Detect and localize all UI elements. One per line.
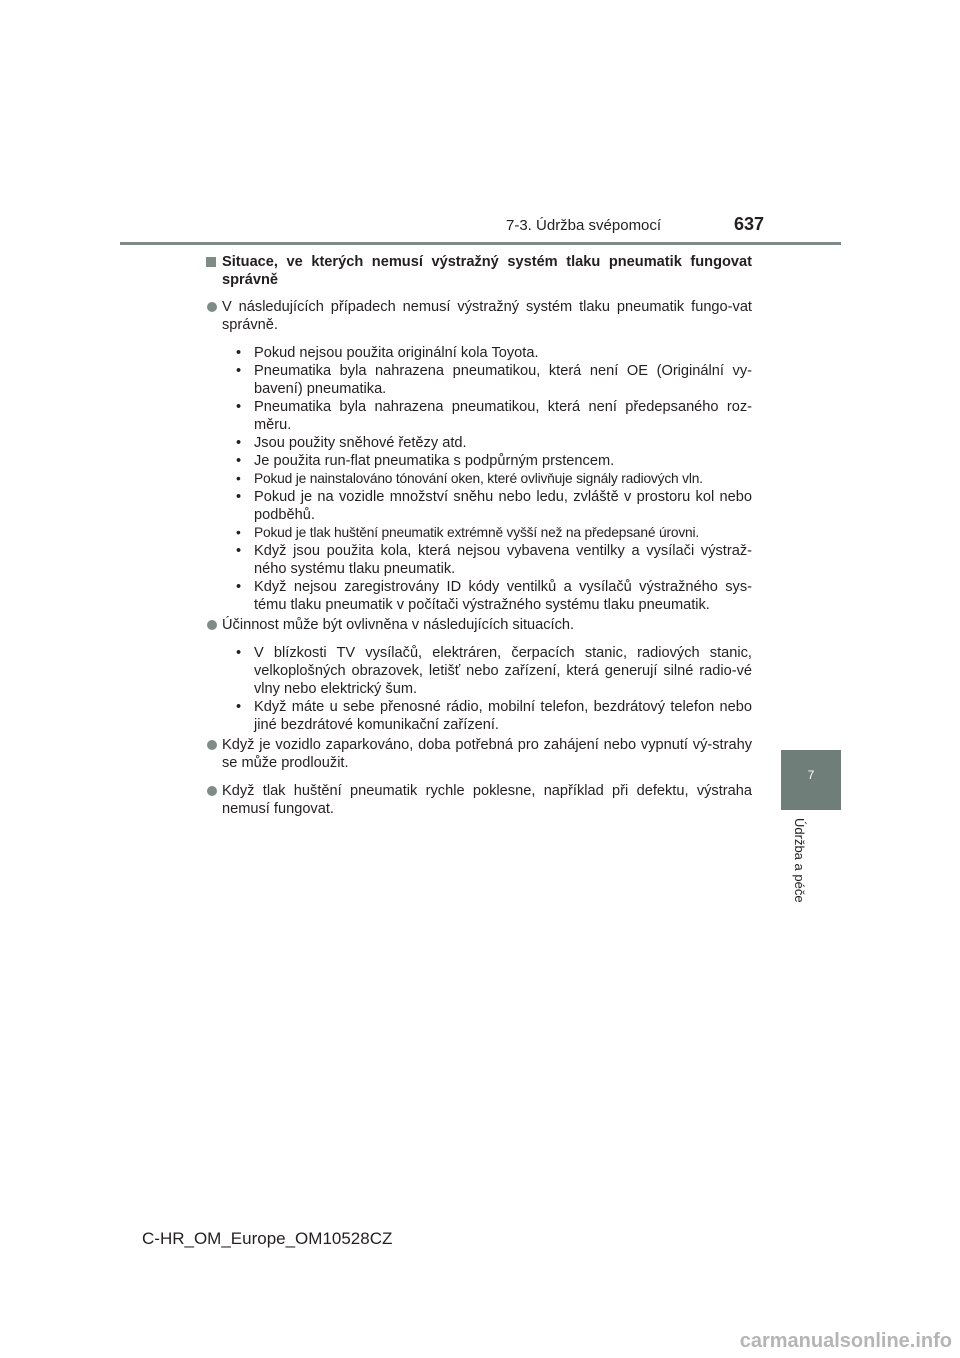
chapter-number: 7 [807, 768, 815, 782]
list-item: • V blízkosti TV vysílačů, elektráren, čerpacích stanic, radiových stanic, velkoplošných obrazovek, letišť nebo zařízení, která generují silné radio-vé vlny nebo elektrický šum. [236, 645, 752, 697]
section-header: 7-3. Údržba svépomocí [506, 217, 662, 234]
list-item: • Pokud nejsou použita originální kola Toyota. [236, 345, 539, 361]
point-item [206, 616, 752, 634]
list-item-text: V blízkosti TV vysílačů, elektráren, čerpacích stanic, radiových stanic, velkoplošných obrazovek, letišť nebo zařízení, která generují silné radio-vé vlny nebo elektrický šum. [254, 645, 752, 697]
circle-bullet-icon [207, 302, 217, 312]
point-item [206, 782, 752, 818]
list-item-text: Když jsou použita kola, která nejsou vybavena ventilky a vysílači výstraž-ného systému tlaku pneumatik. [254, 543, 752, 577]
point-item [206, 298, 752, 334]
page-content [206, 253, 752, 818]
list-item: • Když jsou použita kola, která nejsou vybavena ventilky a vysílači výstraž-ného systému tlaku pneumatik. [236, 543, 752, 577]
page-number: 637 [734, 214, 765, 234]
circle-bullet-icon [207, 786, 217, 796]
bullet-list [206, 644, 752, 734]
list-item: • Pokud je tlak huštění pneumatik extrémně vyšší než na předepsané úrovni. [236, 525, 699, 540]
list-item-text: Je použita run-flat pneumatika s podpůrným prstencem. [254, 453, 615, 469]
list-item-text: Pneumatika byla nahrazena pneumatikou, která není předepsaného roz-měru. [254, 399, 752, 433]
section-heading-text: Situace, ve kterých nemusí výstražný systém tlaku pneumatik fungovat správně [222, 254, 752, 288]
list-item: • Pokud je na vozidle množství sněhu nebo ledu, zvláště v prostoru kol nebo podběhů. [236, 489, 752, 523]
list-item: • Je použita run-flat pneumatika s podpůrným prstencem. [236, 453, 615, 469]
list-item-text: Pokud nejsou použita originální kola Toyota. [254, 345, 539, 361]
bullet-list [206, 344, 752, 614]
list-item: • Pneumatika byla nahrazena pneumatikou, která není předepsaného roz-měru. [236, 399, 752, 433]
chapter-title: Údržba a péče [792, 818, 807, 903]
point-text: Když tlak huštění pneumatik rychle poklesne, například při defektu, výstraha nemusí fungovat. [222, 783, 752, 817]
list-item-text: Jsou použity sněhové řetězy atd. [254, 435, 467, 451]
point-text: Účinnost může být ovlivněna v následujících situacích. [222, 617, 575, 633]
list-item-text: Pokud je na vozidle množství sněhu nebo ledu, zvláště v prostoru kol nebo podběhů. [254, 489, 752, 523]
point-text: Když je vozidlo zaparkováno, doba potřebná pro zahájení nebo vypnutí vý-strahy se může prodloužit. [222, 737, 752, 771]
list-item: • Když nejsou zaregistrovány ID kódy ventilků a vysílačů výstražného sys-tému tlaku pneumatik v počítači výstražného systému tlaku pneumatik. [236, 579, 752, 613]
point-item [206, 736, 752, 772]
point-text: V následujících případech nemusí výstražný systém tlaku pneumatik fungo-vat správně. [222, 299, 752, 333]
list-item: • Pneumatika byla nahrazena pneumatikou, která není OE (Originální vy-bavení) pneumatika. [236, 363, 752, 397]
list-item: • Když máte u sebe přenosné rádio, mobilní telefon, bezdrátový telefon nebo jiné bezdrátové komunikační zařízení. [236, 699, 752, 733]
square-bullet-icon [206, 257, 216, 267]
chapter-tab [781, 750, 841, 810]
list-item: • Pokud je nainstalováno tónování oken, které ovlivňuje signály radiových vln. [236, 471, 703, 486]
circle-bullet-icon [207, 740, 217, 750]
list-item-text: Když máte u sebe přenosné rádio, mobilní telefon, bezdrátový telefon nebo jiné bezdrátové komunikační zařízení. [254, 699, 752, 733]
watermark: carmanualsonline.info [739, 1330, 952, 1352]
header-divider [120, 242, 841, 245]
list-item-text: Pokud je tlak huštění pneumatik extrémně vyšší než na předepsané úrovni. [254, 525, 699, 540]
circle-bullet-icon [207, 620, 217, 630]
list-item-text: Když nejsou zaregistrovány ID kódy ventilků a vysílačů výstražného sys-tému tlaku pneumatik v počítači výstražného systému tlaku pneumatik. [254, 579, 752, 613]
list-item-text: Pneumatika byla nahrazena pneumatikou, která není OE (Originální vy-bavení) pneumatika. [254, 363, 752, 397]
document-code: C-HR_OM_Europe_OM10528CZ [142, 1229, 393, 1248]
section-heading [206, 253, 752, 289]
list-item: • Jsou použity sněhové řetězy atd. [236, 435, 467, 451]
list-item-text: Pokud je nainstalováno tónování oken, které ovlivňuje signály radiových vln. [254, 471, 703, 486]
